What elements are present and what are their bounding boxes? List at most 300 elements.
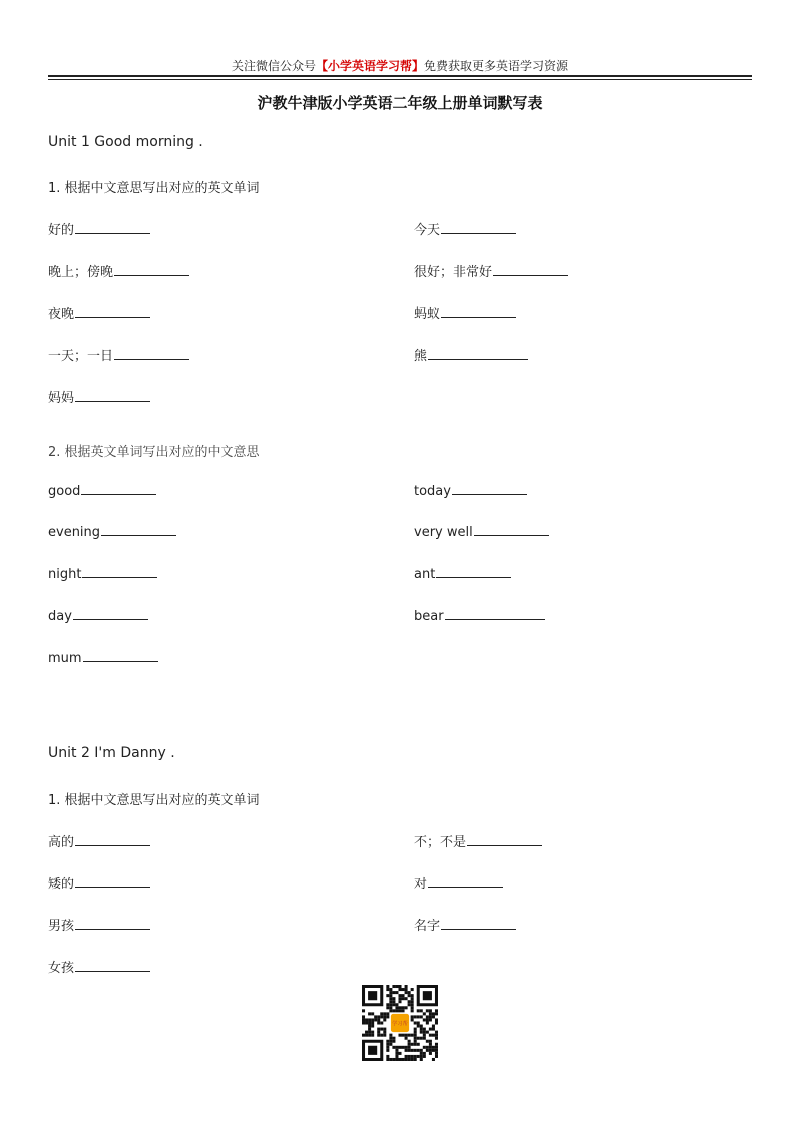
qr-module	[398, 985, 401, 988]
word-item	[414, 484, 527, 499]
qr-module	[389, 1006, 392, 1009]
qr-module	[389, 1034, 392, 1037]
qr-module	[426, 1009, 429, 1012]
qr-module	[423, 1028, 426, 1031]
qr-module	[417, 1055, 420, 1058]
qr-module	[408, 1040, 411, 1043]
header-highlight: 【小学英语学习帮】	[315, 59, 424, 73]
answer-blank	[452, 493, 527, 495]
qr-module	[423, 1034, 426, 1037]
qr-module	[414, 1034, 417, 1037]
qr-module	[414, 1028, 417, 1031]
qr-code	[362, 985, 438, 1061]
qr-module	[365, 1031, 368, 1034]
qr-module	[408, 1003, 411, 1006]
qr-module	[380, 1034, 383, 1037]
answer-blank	[75, 970, 150, 972]
qr-module	[423, 1031, 426, 1034]
qr-module	[411, 1003, 414, 1006]
qr-module	[402, 1058, 405, 1061]
qr-module	[423, 1055, 426, 1058]
word-prompt: evening	[48, 525, 101, 540]
word-prompt: 妈妈	[48, 391, 75, 406]
qr-module	[377, 1015, 380, 1018]
qr-module	[414, 1021, 417, 1024]
qr-module	[405, 1046, 408, 1049]
qr-module	[429, 1012, 432, 1015]
qr-module	[411, 1034, 414, 1037]
qr-module	[408, 1043, 411, 1046]
word-prompt: night	[48, 567, 82, 582]
qr-module	[389, 1043, 392, 1046]
qr-module	[380, 1015, 383, 1018]
qr-module	[429, 1018, 432, 1021]
qr-module	[398, 1006, 401, 1009]
qr-module	[432, 1015, 435, 1018]
qr-module	[426, 1021, 429, 1024]
word-prompt: 矮的	[48, 877, 75, 892]
word-item	[48, 387, 150, 406]
qr-module	[389, 988, 392, 991]
qr-module	[389, 994, 392, 997]
qr-module	[362, 1021, 365, 1024]
qr-module	[423, 1012, 426, 1015]
qr-module	[402, 997, 405, 1000]
qr-module	[408, 1055, 411, 1058]
qr-module	[408, 991, 411, 994]
qr-module	[417, 1009, 420, 1012]
qr-module	[414, 1058, 417, 1061]
qr-module	[386, 1055, 389, 1058]
word-item	[414, 525, 549, 540]
qr-module	[414, 1049, 417, 1052]
qr-module	[398, 1034, 401, 1037]
answer-blank	[81, 493, 156, 495]
qr-module	[426, 1040, 429, 1043]
answer-blank	[441, 232, 516, 234]
qr-module	[392, 1037, 395, 1040]
qr-module	[405, 985, 408, 988]
qr-module	[392, 1046, 395, 1049]
word-item	[48, 303, 150, 322]
qr-module	[432, 1058, 435, 1061]
unit2-part1-instruction: 1. 根据中文意思写出对应的英文单词	[48, 793, 260, 808]
qr-module	[411, 1049, 414, 1052]
qr-module	[374, 1015, 377, 1018]
answer-blank	[83, 660, 158, 662]
qr-logo-label: 学习帮	[392, 1021, 408, 1028]
unit2-heading: Unit 2 I'm Danny .	[48, 745, 175, 761]
qr-module	[402, 1034, 405, 1037]
qr-module	[392, 1058, 395, 1061]
qr-module	[398, 1058, 401, 1061]
qr-module	[426, 1015, 429, 1018]
word-prompt: today	[414, 484, 451, 499]
qr-module	[386, 1043, 389, 1046]
word-prompt: day	[48, 609, 72, 624]
qr-module	[435, 1037, 438, 1040]
qr-module	[408, 1058, 411, 1061]
qr-module	[429, 1028, 432, 1031]
qr-module	[392, 1009, 395, 1012]
qr-module	[383, 1018, 386, 1021]
qr-module	[426, 1046, 429, 1049]
word-prompt: 一天；一日	[48, 349, 114, 364]
qr-module	[411, 1009, 414, 1012]
qr-module	[411, 1055, 414, 1058]
word-item	[48, 525, 176, 540]
qr-module	[389, 1040, 392, 1043]
qr-module	[389, 1037, 392, 1040]
qr-module	[432, 1049, 435, 1052]
qr-module	[408, 1000, 411, 1003]
qr-module	[414, 1043, 417, 1046]
word-prompt: 很好；非常好	[414, 265, 493, 280]
word-prompt: very well	[414, 525, 473, 540]
qr-module	[374, 1018, 377, 1021]
qr-module	[423, 1018, 426, 1021]
qr-module	[386, 1040, 389, 1043]
answer-blank	[82, 576, 157, 578]
qr-module	[435, 1043, 438, 1046]
qr-module	[386, 988, 389, 991]
word-prompt: 晚上；傍晚	[48, 265, 114, 280]
header-suffix: 免费获取更多英语学习资源	[424, 59, 569, 73]
qr-module	[420, 1025, 423, 1028]
qr-module	[402, 1009, 405, 1012]
qr-module	[368, 1025, 371, 1028]
word-item	[48, 219, 150, 238]
qr-module	[383, 1031, 386, 1034]
word-prompt: 高的	[48, 835, 75, 850]
qr-module	[426, 1031, 429, 1034]
qr-module	[414, 1015, 417, 1018]
word-prompt: 对	[414, 877, 428, 892]
header-rule-thick	[48, 75, 752, 77]
qr-module	[392, 997, 395, 1000]
qr-module	[420, 1052, 423, 1055]
word-prompt: mum	[48, 651, 82, 666]
qr-module	[398, 1009, 401, 1012]
qr-module	[383, 1015, 386, 1018]
qr-module	[408, 1049, 411, 1052]
qr-module	[417, 1049, 420, 1052]
word-item	[48, 831, 150, 850]
qr-module	[365, 1034, 368, 1037]
qr-module	[389, 997, 392, 1000]
answer-blank	[428, 358, 528, 360]
qr-module	[435, 1055, 438, 1058]
qr-module	[405, 1006, 408, 1009]
qr-module	[420, 1031, 423, 1034]
page-title: 沪教牛津版小学英语二年级上册单词默写表	[257, 94, 543, 112]
qr-module	[405, 1037, 408, 1040]
qr-module	[392, 991, 395, 994]
qr-module	[423, 1037, 426, 1040]
qr-module	[432, 1034, 435, 1037]
qr-module	[417, 1037, 420, 1040]
qr-module	[405, 988, 408, 991]
answer-blank	[75, 886, 150, 888]
answer-blank	[75, 316, 150, 318]
qr-module	[411, 988, 414, 991]
word-item	[48, 957, 150, 976]
qr-module	[395, 1009, 398, 1012]
word-item	[48, 345, 189, 364]
word-item	[48, 484, 156, 499]
word-prompt: bear	[414, 609, 444, 624]
qr-module	[435, 1046, 438, 1049]
qr-module	[395, 1003, 398, 1006]
qr-module	[377, 1028, 380, 1031]
word-item	[414, 915, 516, 934]
qr-module	[395, 1006, 398, 1009]
qr-module	[411, 1018, 414, 1021]
answer-blank	[75, 232, 150, 234]
qr-module	[368, 1018, 371, 1021]
qr-module	[411, 1006, 414, 1009]
answer-blank	[441, 928, 516, 930]
qr-module	[405, 997, 408, 1000]
qr-module	[414, 1055, 417, 1058]
answer-blank	[114, 274, 189, 276]
qr-module	[435, 1021, 438, 1024]
qr-module	[392, 1000, 395, 1003]
qr-module	[380, 1021, 383, 1024]
word-prompt: 熊	[414, 349, 428, 364]
qr-module	[435, 1052, 438, 1055]
qr-module	[386, 994, 389, 997]
qr-module	[420, 1055, 423, 1058]
word-prompt: 蚂蚁	[414, 307, 441, 322]
qr-module	[405, 991, 408, 994]
qr-module	[414, 1040, 417, 1043]
qr-module	[414, 1031, 417, 1034]
qr-module	[429, 1015, 432, 1018]
word-item	[48, 261, 189, 280]
answer-blank	[445, 618, 545, 620]
qr-module	[386, 1046, 389, 1049]
word-item	[414, 261, 568, 280]
qr-module	[420, 1015, 423, 1018]
qr-module	[429, 1052, 432, 1055]
qr-module	[405, 1055, 408, 1058]
qr-module	[389, 1000, 392, 1003]
qr-module	[398, 994, 401, 997]
qr-module	[405, 1034, 408, 1037]
qr-module	[368, 1012, 371, 1015]
qr-module	[417, 1025, 420, 1028]
qr-module	[429, 1034, 432, 1037]
word-item	[414, 567, 511, 582]
qr-module	[435, 1012, 438, 1015]
word-item	[48, 651, 158, 666]
qr-module	[435, 1034, 438, 1037]
answer-blank	[467, 844, 542, 846]
word-prompt: good	[48, 484, 81, 499]
qr-module	[383, 1012, 386, 1015]
qr-module	[365, 1018, 368, 1021]
word-item	[414, 219, 516, 238]
unit1-heading: Unit 1 Good morning .	[48, 134, 203, 150]
qr-module	[411, 1000, 414, 1003]
qr-module	[398, 1052, 401, 1055]
qr-module	[417, 1043, 420, 1046]
word-prompt: 夜晚	[48, 307, 75, 322]
qr-module	[435, 1031, 438, 1034]
qr-module	[383, 1028, 386, 1031]
qr-module	[377, 1021, 380, 1024]
qr-module	[386, 1015, 389, 1018]
qr-module	[395, 1046, 398, 1049]
qr-module	[389, 1009, 392, 1012]
qr-module	[368, 1028, 371, 1031]
qr-module	[420, 1049, 423, 1052]
word-item	[414, 345, 528, 364]
answer-blank	[75, 400, 150, 402]
qr-module	[392, 1040, 395, 1043]
qr-module	[398, 1000, 401, 1003]
qr-module	[386, 1012, 389, 1015]
qr-module	[395, 1055, 398, 1058]
unit1-part1-instruction: 1. 根据中文意思写出对应的英文单词	[48, 181, 260, 196]
qr-module	[371, 1031, 374, 1034]
qr-module	[411, 997, 414, 1000]
qr-module	[377, 1031, 380, 1034]
qr-module	[408, 1046, 411, 1049]
qr-module	[432, 1012, 435, 1015]
word-item	[414, 609, 545, 624]
qr-module	[426, 1018, 429, 1021]
word-item	[414, 831, 542, 850]
word-prompt: 好的	[48, 223, 75, 238]
word-prompt: 今天	[414, 223, 441, 238]
word-prompt: ant	[414, 567, 436, 582]
qr-module	[420, 1009, 423, 1012]
qr-module	[402, 1006, 405, 1009]
word-item	[48, 873, 150, 892]
qr-module	[398, 988, 401, 991]
answer-blank	[75, 844, 150, 846]
qr-module	[420, 1037, 423, 1040]
qr-module	[417, 1015, 420, 1018]
qr-module	[365, 1021, 368, 1024]
qr-module	[371, 1025, 374, 1028]
qr-module	[362, 1009, 365, 1012]
answer-blank	[493, 274, 568, 276]
qr-module	[405, 1049, 408, 1052]
qr-module	[411, 1015, 414, 1018]
qr-module	[402, 994, 405, 997]
page-header-banner	[0, 58, 800, 74]
qr-module	[429, 1043, 432, 1046]
qr-module	[414, 1037, 417, 1040]
qr-module	[371, 1012, 374, 1015]
header-rule-thin	[48, 79, 752, 80]
qr-module	[386, 1003, 389, 1006]
qr-module	[429, 1040, 432, 1043]
answer-blank	[73, 618, 148, 620]
qr-module	[371, 1034, 374, 1037]
qr-module	[405, 1058, 408, 1061]
qr-module	[420, 1028, 423, 1031]
qr-module	[411, 1058, 414, 1061]
qr-module	[389, 991, 392, 994]
qr-module	[389, 1003, 392, 1006]
qr-module	[395, 1058, 398, 1061]
word-item	[48, 609, 148, 624]
qr-module	[395, 991, 398, 994]
qr-module	[383, 1034, 386, 1037]
qr-module	[423, 1046, 426, 1049]
answer-blank	[474, 534, 549, 536]
answer-blank	[114, 358, 189, 360]
word-prompt: 不；不是	[414, 835, 467, 850]
answer-blank	[436, 576, 511, 578]
word-prompt: 女孩	[48, 961, 75, 976]
qr-module	[432, 1046, 435, 1049]
qr-module	[389, 1058, 392, 1061]
qr-module	[411, 1043, 414, 1046]
qr-module	[398, 1046, 401, 1049]
word-prompt: 名字	[414, 919, 441, 934]
unit1-part2-instruction: 2. 根据英文单词写出对应的中文意思	[48, 445, 260, 460]
qr-module	[380, 1012, 383, 1015]
qr-module	[429, 1009, 432, 1012]
word-item	[48, 567, 157, 582]
word-item	[414, 873, 503, 892]
qr-module	[435, 1009, 438, 1012]
word-item	[48, 915, 150, 934]
qr-module	[368, 1031, 371, 1034]
qr-module	[362, 1034, 365, 1037]
qr-module	[435, 1018, 438, 1021]
qr-module	[395, 1049, 398, 1052]
qr-module	[426, 1049, 429, 1052]
qr-module	[435, 1049, 438, 1052]
qr-module	[368, 1021, 371, 1024]
qr-module	[386, 1058, 389, 1061]
qr-module	[429, 1049, 432, 1052]
answer-blank	[75, 928, 150, 930]
qr-module	[371, 1021, 374, 1024]
qr-module	[371, 1018, 374, 1021]
qr-module	[362, 1015, 365, 1018]
qr-module	[432, 1028, 435, 1031]
answer-blank	[101, 534, 176, 536]
qr-module	[386, 985, 389, 988]
qr-module	[398, 997, 401, 1000]
answer-blank	[428, 886, 503, 888]
qr-module	[429, 1046, 432, 1049]
qr-module	[402, 1046, 405, 1049]
qr-module	[380, 1028, 383, 1031]
qr-module	[386, 1006, 389, 1009]
qr-module	[377, 1034, 380, 1037]
qr-module	[432, 1025, 435, 1028]
qr-module	[402, 988, 405, 991]
word-prompt: 男孩	[48, 919, 75, 934]
header-prefix: 关注微信公众号	[231, 59, 316, 73]
qr-module	[392, 1003, 395, 1006]
qr-module	[368, 1034, 371, 1037]
qr-module	[420, 1058, 423, 1061]
qr-module	[386, 1049, 389, 1052]
qr-module	[392, 985, 395, 988]
qr-module	[395, 1052, 398, 1055]
qr-module	[408, 994, 411, 997]
qr-module	[377, 1018, 380, 1021]
